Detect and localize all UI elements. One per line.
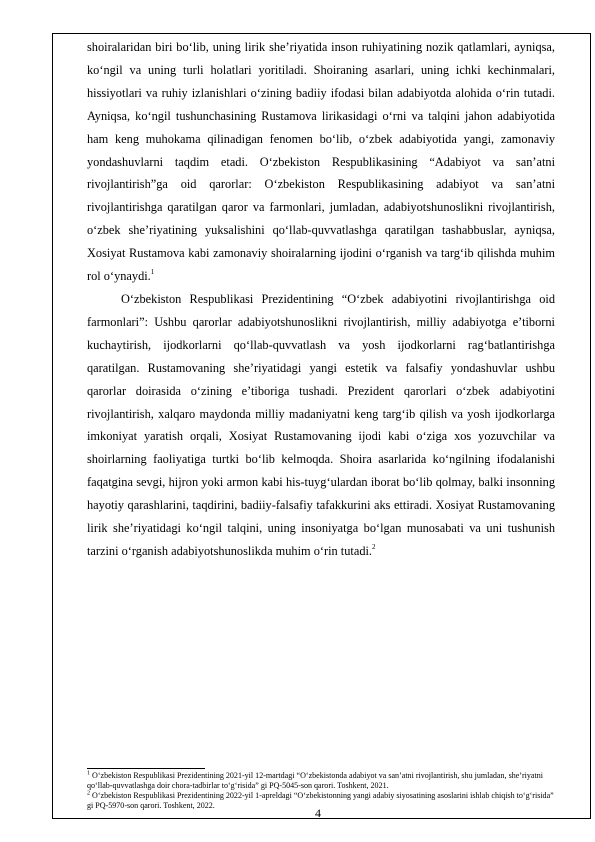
footnote-2-number: 2 [87, 790, 90, 797]
footnote-ref-2: 2 [372, 542, 376, 551]
paragraph-1-text: shoiralaridan biri bo‘lib, uning lirik she’riyatida inson ruhiyatining nozik qatlamlari, ayniqsa, ko‘ngil va uning turli holatlari yoritiladi. Shoiraning asarlari, uning ichki kechinmalari, hissiyotlari va ruhiy izlanishlari o‘zining badiiy ifodasi bilan adabiyotda alohida o‘rin tutadi. Ayniqsa, ko‘ngil tushunchasining Rustamova lirikasidagi o‘rni va talqini jahon adabiyotida ham keng muhokama qilinadigan fenomen bo‘lib, o‘zbek adabiyotida yangi, zamonaviy yondashuvlarni taqdim etadi. O‘zbekiston Respublikasining “Adabiyot va san’atni rivojlantirish”ga oid qarorlar: O‘zbekiston Respublikasining adabiyot va san’atni rivojlantirishga qaratilgan qaror va farmonlari, jumladan, adabiyotshunoslikni rivojlantirish, o‘zbek she’riyatining yuksalishini qo‘llab-quvvatlashga qaratilgan tashabbuslar, ayniqsa, Xosiyat Rustamova kabi zamonaviy shoiralarning ijodini o‘rganish va targ‘ib qilishda muhim rol o‘ynaydi. [87, 40, 555, 284]
body-text [87, 36, 555, 563]
footnote-separator [87, 768, 205, 769]
footnote-1-number: 1 [87, 770, 90, 777]
paragraph-1 [87, 36, 555, 288]
paragraph-2-text: O‘zbekiston Respublikasi Prezidentining “O‘zbek adabiyotini rivojlantirishga oid farmonlari”: Ushbu qarorlar adabiyotshunoslikni rivojlantirish, milliy adabiyotga e’tiborni kuchaytirish, ijodkorlarni qo‘llab-quvvatlash va yosh ijodkorlarni rag‘batlantirishga qaratilgan. Rustamovaning she’riyatidagi yangi estetik va falsafiy yondashuvlar ushbu qarorlar doirasida o‘zining e’tiboriga tushadi. Prezident qarorlari o‘zbek adabiyotini rivojlantirish, xalqaro maydonda milliy madaniyatni keng targ‘ib qilish va yosh ijodkorlarga imkoniyat yaratish orqali, Xosiyat Rustamovaning ijodi kabi o‘ziga xos yozuvchilar va shoirlarning faoliyatiga turtki bo‘lib kelmoqda. Shoira asarlarida ko‘ngilning ifodalanishi faqatgina sevgi, hijron yoki armon kabi his-tuyg‘ulardan iborat bo‘lib qolmay, balki insonning hayotiy qarashlarini, taqdirini, badiiy-falsafiy tafakkurini aks ettiradi. Xosiyat Rustamovaning lirik she’riyatidagi ko‘ngil talqini, uning insoniyatga bo‘lgan munosabati va uni tushunish tarzini o‘rganish adabiyotshunoslikda muhim o‘rin tutadi. [87, 291, 555, 558]
page-number: 4 [315, 806, 321, 820]
footnote-1-text: O‘zbekiston Respublikasi Prezidentining 2021-yil 12-martdagi “O‘zbekistonda adabiyot va san’atni rivojlantirish, shu jumladan, she’riyatni qo‘llab-quvvatlashga doir chora-tadbirlar to‘g‘risida” gi PQ-5045-son qarori. Toshkent, 2021. [87, 771, 543, 791]
footnote-1 [87, 771, 561, 791]
paragraph-2 [87, 288, 555, 563]
footnote-ref-1: 1 [150, 267, 155, 276]
footnote-2-text: O‘zbekiston Respublikasi Prezidentining 2022-yil 1-apreldagi “O‘zbekistonning yangi adabiy siyosatining asoslarini ishlab chiqish to‘g‘risida” gi PQ-5970-son qarori. Toshkent, 2022. [87, 791, 554, 811]
